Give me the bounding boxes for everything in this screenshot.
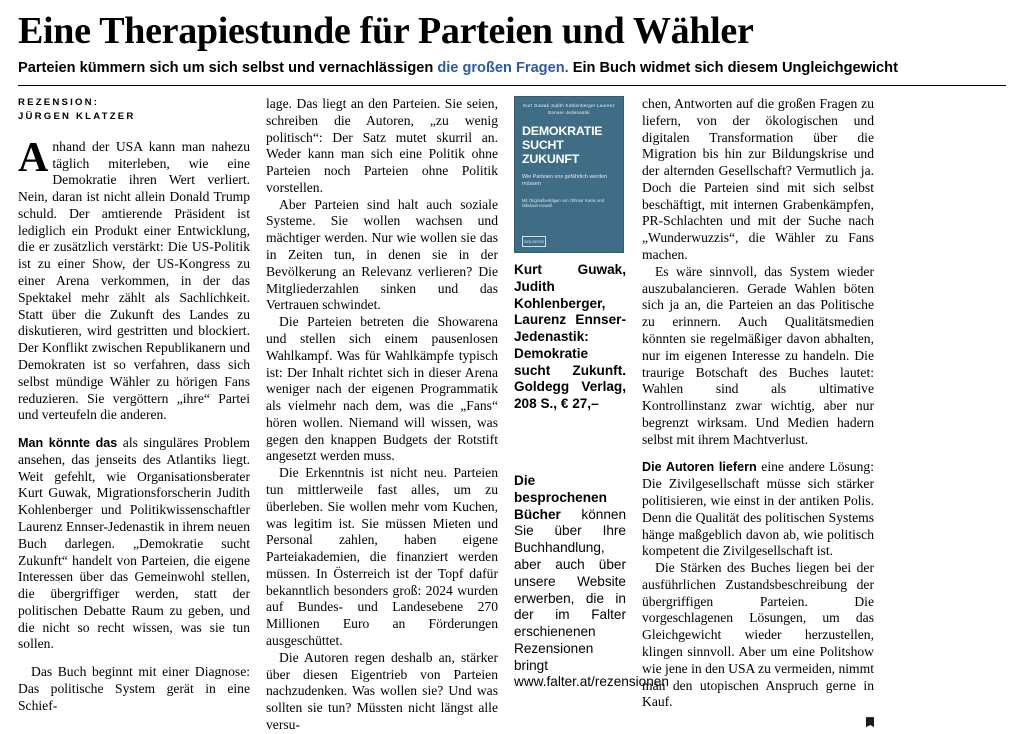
book-cover-image (514, 96, 624, 253)
paragraph-c1-3: Das Buch beginnt mit einer Diagnose: Das politische System gerät in eine Schief- (18, 664, 250, 713)
paragraph-c4-4 (642, 560, 874, 711)
book-cover-authors-top: Kurt Guwak Judith Kohlenberger Laurenz Ennser-Jedenastik (523, 103, 615, 115)
paragraph-c4-1: chen, Antworten auf die großen Fragen zu liefern, von der ökologischen und digitalen Transformation über die Migration bis hin zur Bildungskrise und der alternden Gesellschaft? Vermutlich ja. Doch die Parteien sind mit sich selbst beschäftigt, mit internen Grabenkämpfen, PR-Schlachten und mit der Suche nach „Wunderwuzzis“, die Wähler zu Fans machen. (642, 96, 874, 263)
paragraph-c4-3-text: eine andere Lösung: Die Zivilgesellschaft müsse sich stärker politisieren, wie einst in der antiken Polis. Denn die Qualität des politischen Systems hänge maßgeblich davon ab, wie politisch kompetent die Zivilgesellschaft ist. (642, 459, 874, 559)
paragraph-c2-5: Die Autoren regen deshalb an, stärker über diesen Eigentrieb von Parteien nachzudenken. Was wollen sie? Und was sollten sie tun? Müssten nicht längst alle versu- (266, 649, 498, 732)
paragraph-c1-2-text: als singuläres Problem ansehen, das jenseits des Atlantiks liegt. Weit gefehlt, wie Organisationsberater Kurt Guwak, Migrationsforscherin Judith Kohlenberger und Politikwissenschaftler Laurenz Ennser-Jedenastik in ihrem neuen Buch darlegen. „Demokratie sucht Zukunft“ handelt von Parteien, die eigene Interessen über das Gemeinwohl stellen, die übergriffiger werden, statt der politischen Debatte Raum zu geben, und die nicht so recht wissen, was sie tun sollen. (18, 435, 250, 652)
book-cover-publisher-badge: GOLDEGG (522, 236, 546, 247)
subheadline-part1: Parteien kümmern sich um sich selbst und vernachlässigen (18, 59, 438, 76)
paragraph-c2-1: lage. Das liegt an den Parteien. Sie seien, schreiben die Autoren, „zu wenig politisch“: Der Satz mutet skurril an. Weder kann man sich eine Politik ohne Parteien noch Parteien ohne Politik vorstellen. (266, 96, 498, 195)
end-mark-icon (866, 717, 874, 727)
book-cover-title: DEMOKRATIE SUCHT ZUKUNFT (522, 124, 603, 167)
promo-lead: Die besprochenen Bücher (514, 473, 607, 522)
paragraph-c4-4-text: Die Stärken des Buches liegen bei der ausführlichen Zustandsbeschreibung der übergriffigen Parteien. Die vorgeschlagenen Lösungen, um das Gleichgewicht wieder herzustellen, klingen sinnvoll. Aber um eine Politshow wie jene in den USA zu vermeiden, nimmt man den utopischen Anspruch gerne in Kauf. (642, 560, 874, 710)
header-divider (18, 85, 1006, 86)
promo-url[interactable]: www.falter.at/rezensionen (514, 674, 669, 690)
paragraph-runin: Man könnte das (18, 436, 118, 451)
article-column-1 (18, 96, 250, 713)
paragraph-gap (642, 448, 874, 459)
book-cover-subtitle: Wie Parteien uns gefährlich werden müssen (522, 174, 608, 188)
subheadline-highlight: die großen Fragen. (437, 59, 569, 76)
subheadline-part2: Ein Buch widmet sich diesem Ungleichgewicht (568, 59, 898, 76)
end-mark-line (642, 713, 874, 731)
paragraph-c2-3: Die Parteien betreten die Showarena und stellen sich einem pausenlosen Wahlkampf. Was für Wahlkämpfe typisch ist: Der Inhalt richtet sich in dieser Arena weniger nach der eigenen Programmatik als vielmehr nach dem, was die „Fans“ hören wollen. Niemand will wissen, was gegen den knappen Budgets der Rotstift angesetzt werden muss. (266, 314, 498, 464)
kicker-label: REZENSION: (18, 97, 100, 109)
article-columns (18, 96, 1006, 732)
drop-cap: A (18, 134, 49, 181)
paragraph-c2-2: Aber Parteien sind halt auch soziale Systeme. Sie wollen wachsen und mächtiger werden. Nur wie wollen sie das in Zeiten tun, in denen sie in der Bevölkerung an Relevanz verlieren? Die Mitgliederzahlen sinken und das Vertrauen schwindet. (266, 196, 498, 313)
book-cover-footer: Mit Originalbeiträgen von Othmar Karas und Nikolaus Kowall (522, 197, 604, 209)
paragraph-c4-3 (642, 459, 874, 560)
paragraph-c2-4: Die Erkenntnis ist nicht neu. Parteien tun mittlerweile fast alles, um zu überleben. Sie wollen mehr vom Kuchen, was legitim ist. Sie müssen Mieten und Personal zahlen, haben eigene Parteiakademien, die finanziert werden müssen. In Österreich ist der Topf dafür bekanntlich besonders groß: 2024 wurden auf Bundes- und Landesebene 270 Millionen Euro an Förderungen ausgeschüttet. (266, 465, 498, 649)
page-title: Eine Therapiestunde für Parteien und Wähler (18, 10, 754, 52)
kicker-author: JÜRGEN KLATZER (18, 111, 136, 123)
promo-text: können Sie über Ihre Buchhandlung, aber auch über unsere Website erwerben, die in der im Falter erschienenen Rezensionen bringt (514, 506, 626, 673)
article-column-2 (266, 96, 498, 732)
subheadline (18, 60, 1006, 78)
paragraph-c1-2 (18, 435, 250, 653)
book-citation: Kurt Guwak, Judith Kohlenberger, Laurenz Ennser-Jedenastik: Demokratie sucht Zukunft. Goldegg Verlag, 208 S., € 27,– (514, 262, 626, 412)
article-column-4 (642, 96, 874, 710)
lead-paragraph (18, 134, 250, 424)
promo-block (514, 473, 626, 674)
paragraph-gap (18, 424, 250, 435)
article-column-3-book (514, 96, 669, 690)
column-gap (514, 413, 626, 473)
paragraph-c4-2: Es wäre sinnvoll, das System wieder auszubalancieren. Gerade Wahlen böten sich ja an, die Parteien an das Politische zu erinnern. Auch Qualitätsmedien könnten sie regelmäßiger davon abhalten, nur im eigenen Interesse zu handeln. Die traurige Botschaft des Buches lautet: Wahlen sind als ultimative Kontrollinstanz zwar wichtig, aber nur begrenzt wirksam. Und Medien hadern selbst mit ihrem Machtverlust. (642, 263, 874, 447)
lead-paragraph-text: nhand der USA kann man nahezu täglich miterleben, wie eine Demokratie ihren Wert verliert. Nein, daran ist nicht allein Donald Trump schuld. Der amtierende Präsident ist lediglich ein Produkt einer Entwicklung, die er zusätzlich verstärkt: Die US-Politik ist zu einer Show, der US-Kongress zu einer Arena verkommen, in der das Spektakel mehr zählt als Sachlichkeit. Statt über die Zukunft des Landes zu diskutieren, wird gestritten und blockiert. Der Konflikt zwischen Republikanern und Demokraten ist so verfahren, dass sich selbst mündige Wähler zu hörigen Fans reduzieren. Sie vergöttern „ihre“ Partei und verteufeln die anderen. (18, 138, 250, 423)
paragraph-gap (18, 653, 250, 664)
article-kicker (18, 96, 250, 125)
paragraph-runin: Die Autoren liefern (642, 460, 757, 475)
